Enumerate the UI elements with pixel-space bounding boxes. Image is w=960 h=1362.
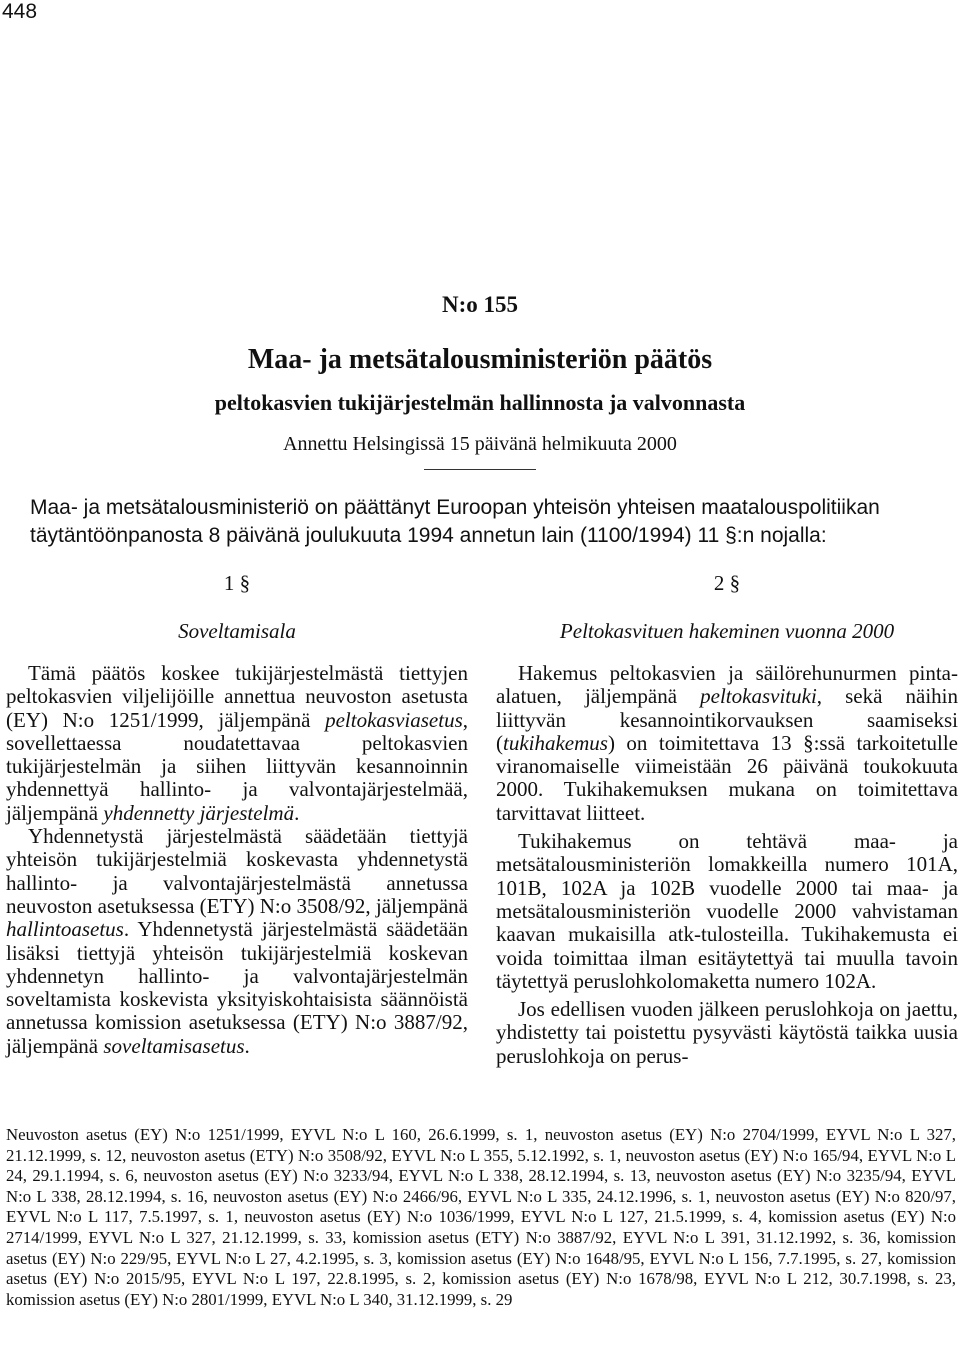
act-subtitle: peltokasvien tukijärjestelmän hallinnosta ja valvonnasta [214, 390, 746, 415]
defined-term: peltokasvituki [700, 684, 817, 709]
section-2-heading: Peltokasvituen hakeminen vuonna 2000 [559, 619, 895, 643]
section-2-paragraph-2: Tukihakemus on tehtävä maa- ja metsätalousministeriön lomakkeilla numero 101A, 101B, 102A ja 102B vuodelle 2000 tai maa- ja metsätalousministeriön vuodelle 2000 vahvistaman kaavan mukaisilla atk-tulosteilla. Tukihakemusta ei voida toimittaa ilman esitäytettyä tai muulla tavoin täytettyä peruslohkolomaketta numero 102A. [496, 829, 958, 993]
right-column [496, 566, 958, 1068]
text-run: . Yhdennetystä järjestelmästä säädetään lisäksi tiettyjä yhteisön tukijärjestelmiä koskevan yhdennetyn hallinto- ja valvontajärjestelmän soveltamista koskevista yksityiskohtaisista säännöistä annetussa komission asetuksessa (ETY) N:o 3887/92, jäljempänä [6, 917, 468, 1058]
defined-term: yhdennetty järjestelmä [103, 800, 295, 825]
issued-date-line: Annettu Helsingissä 15 päivänä helmikuuta 2000 [283, 433, 677, 455]
defined-term: tukihakemus [503, 730, 608, 755]
section-1-paragraph-2 [6, 825, 468, 1058]
text-run: . [294, 800, 300, 825]
section-2-paragraph-1 [496, 662, 958, 825]
act-title: Maa- ja metsätalousministeriön päätös [247, 344, 713, 375]
defined-term: peltokasviasetus [325, 707, 463, 732]
defined-term: hallintoasetus [6, 917, 124, 942]
text-run: ) on toimitettava 13 §:ssä tarkoitetulle viranomaiselle viimeistään 26 päivänä toukokuuta 2000. Tukihakemuksen mukana on toimitettava tarvittavat liitteet. [496, 730, 958, 825]
section-1-heading: Soveltamisala [178, 619, 296, 643]
text-run: , sekä näihin liittyvän kesannointikorvauksen saamiseksi ( [496, 684, 958, 755]
left-column [6, 566, 468, 1058]
section-2-paragraph-3: Jos edellisen vuoden jälkeen peruslohkoja on jaettu, yhdistetty tai poistettu pysyvästi käytöstä taikka uusia peruslohkoja on perus- [496, 997, 958, 1068]
title-divider [424, 469, 536, 470]
preamble: Maa- ja metsätalousministeriö on päättänyt Euroopan yhteisön yhteisen maatalouspolitiikan täytäntöönpanosta 8 päivänä joulukuuta 1994 annetun lain (1100/1994) 11 §:n nojalla: [30, 496, 880, 547]
text-run: Tämä päätös koskee tukijärjestelmästä tiettyjen peltokasvien viljelijöille annettua neuvoston asetusta (EY) N:o 1251/1999, jäljempänä [6, 661, 468, 732]
section-1-number: 1 § [223, 571, 251, 595]
act-number: N:o 155 [441, 292, 519, 317]
text-run: . [244, 1033, 250, 1058]
section-1-paragraph-1 [6, 662, 468, 825]
page-number: 448 [2, 0, 38, 23]
text-run: Yhdennetystä järjestelmästä säädetään tiettyjä yhteisön tukijärjestelmiä koskevasta yhdennetystä hallinto- ja valvontajärjestelmästä annetussa neuvoston asetuksessa (ETY) N:o 3508/92, jäljempänä [6, 824, 468, 918]
section-2-number: 2 § [713, 571, 741, 595]
text-run: Hakemus peltokasvien ja säilörehunurmen pinta-alatuen, jäljempänä [496, 661, 958, 709]
text-run: , sovellettaessa noudatettavaa peltokasvien tukijärjestelmän ja siihen liittyvän kesannoinnin yhdennettyä hallinto- ja valvontajärjestelmää, jäljempänä [6, 707, 468, 825]
defined-term: soveltamisasetus [103, 1033, 245, 1058]
footnote: Neuvoston asetus (EY) N:o 1251/1999, EYVL N:o L 160, 26.6.1999, s. 1, neuvoston asetus (EY) N:o 2704/1999, EYVL N:o L 327, 21.12.1999, s. 12, neuvoston asetus (ETY) N:o 3508/92, EYVL N:o L 355, 5.12.1992, s. 1, neuvoston asetus (EY) N:o 165/94, EYVL N:o L 24, 29.1.1994, s. 6, neuvoston asetus (EY) N:o 3233/94, EYVL N:o L 338, 28.12.1994, s. 13, neuvoston asetus (EY) N:o 3235/94, EYVL N:o L 338, 28.12.1994, s. 16, neuvoston asetus (EY) N:o 2466/96, EYVL N:o L 335, 24.12.1996, s. 1, neuvoston asetus (EY) N:o 820/97, EYVL N:o L 117, 7.5.1997, s. 1, neuvoston asetus (EY) N:o 1036/1999, EYVL N:o L 127, 21.5.1999, s. 4, komission asetus (EY) N:o 2714/1999, EYVL N:o L 327, 21.12.1999, s. 33, komission asetus (ETY) N:o 3887/92, EYVL N:o L 391, 31.12.1992, s. 36, komission asetus (EY) N:o 229/95, EYVL N:o L 27, 4.2.1995, s. 3, komission asetus (EY) N:o 1648/95, EYVL N:o L 156, 7.7.1995, s. 27, komission asetus (EY) N:o 2015/95, EYVL N:o L 197, 22.8.1995, s. 2, komission asetus (EY) N:o 1678/98, EYVL N:o L 212, 30.7.1998, s. 23, komission asetus (EY) N:o 2801/1999, EYVL N:o L 340, 31.12.1999, s. 29 [6, 1125, 956, 1309]
